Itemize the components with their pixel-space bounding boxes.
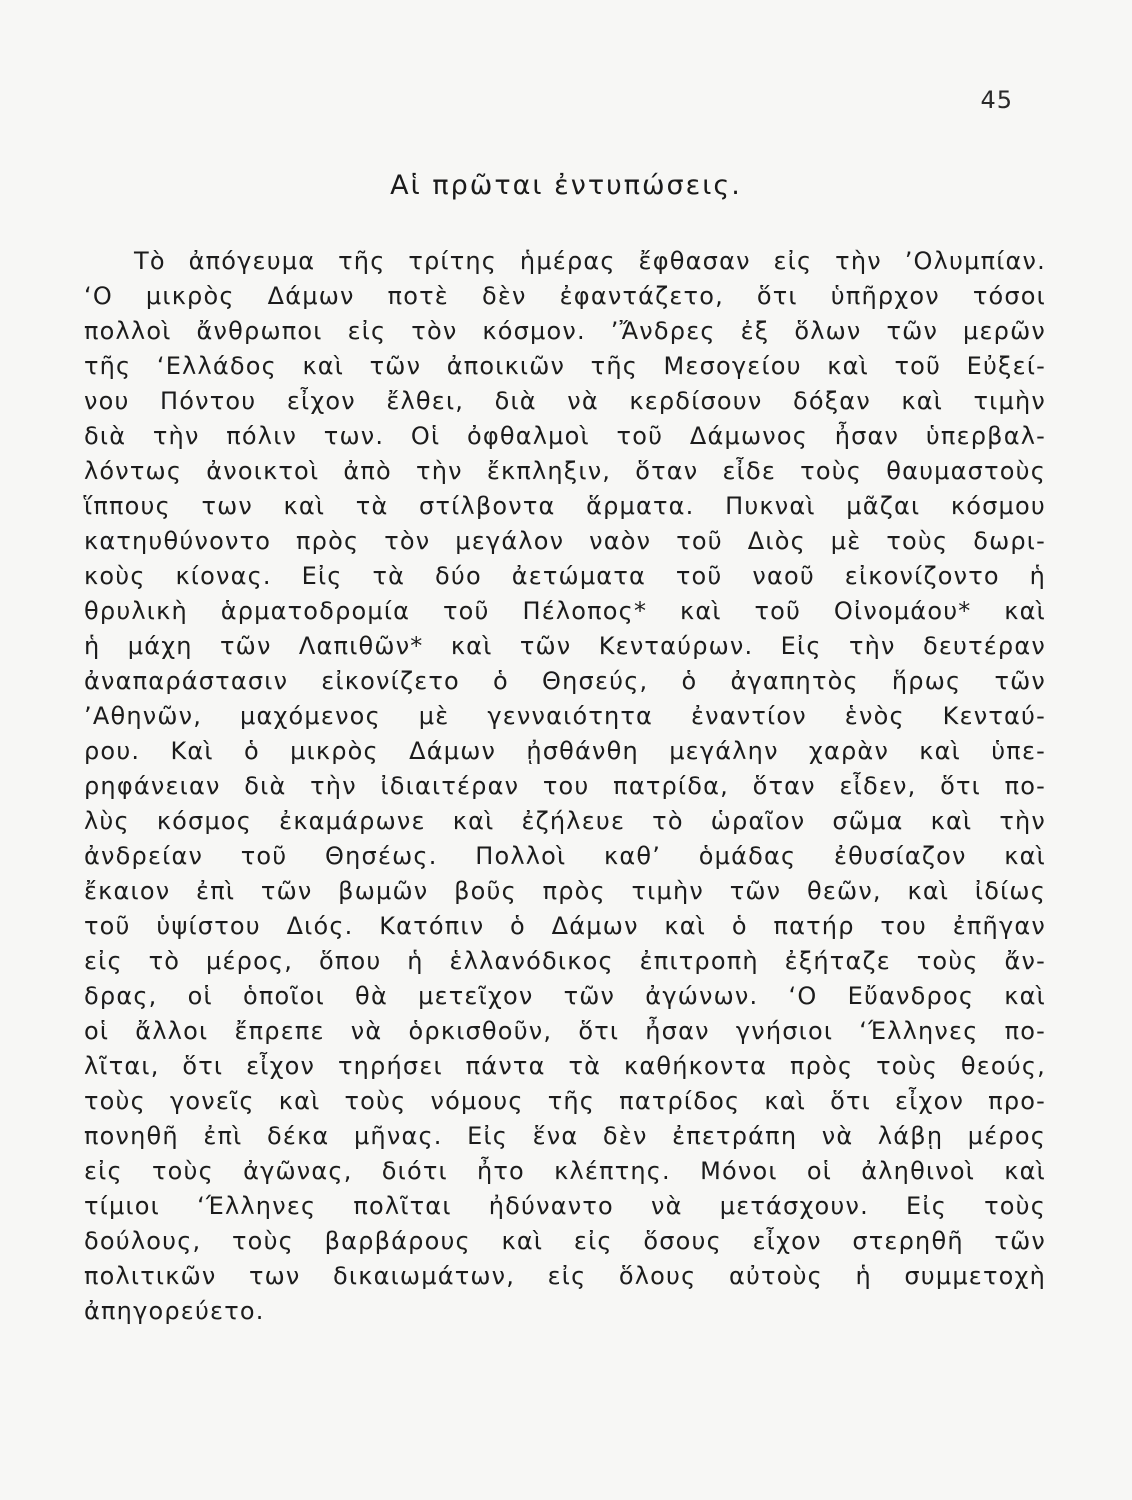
text-line: πονηθῆ ἐπὶ δέκα μῆνας. Εἰς ἕνα δὲν ἐπετράπη νὰ λάβῃ μέρος xyxy=(84,1122,1046,1150)
text-line: δρας, οἱ ὁποῖοι θὰ μετεῖχον τῶν ἀγώνων. ‘Ο Εὔανδρος καὶ xyxy=(84,982,1046,1010)
text-line: τίμιοι ‘Έλληνες πολῖται ἠδύναντο νὰ μετάσχουν. Εἰς τοὺς xyxy=(84,1192,1046,1220)
text-line: κοὺς κίονας. Εἰς τὰ δύο ἀετώματα τοῦ ναοῦ εἰκονίζοντο ἡ xyxy=(84,562,1046,590)
text-line: τῆς ‘Ελλάδος καὶ τῶν ἀποικιῶν τῆς Μεσογείου καὶ τοῦ Εὐξεί- xyxy=(84,352,1046,380)
text-line: εἰς τοὺς ἀγῶνας, διότι ἦτο κλέπτης. Μόνοι οἱ ἀληθινοὶ καὶ xyxy=(84,1157,1046,1185)
page-number: 45 xyxy=(980,86,1013,114)
text-line: ρηφάνειαν διὰ τὴν ἰδιαιτέραν του πατρίδα, ὅταν εἶδεν, ὅτι πο- xyxy=(84,772,1046,800)
text-line: ἀνδρείαν τοῦ Θησέως. Πολλοὶ καθ’ ὁμάδας ἐθυσίαζον καὶ xyxy=(84,842,1046,870)
text-line: τοὺς γονεῖς καὶ τοὺς νόμους τῆς πατρίδος καὶ ὅτι εἶχον προ- xyxy=(84,1087,1046,1115)
text-line: ἔκαιον ἐπὶ τῶν βωμῶν βοῦς πρὸς τιμὴν τῶν θεῶν, καὶ ἰδίως xyxy=(84,877,1046,905)
text-line: ’Αθηνῶν, μαχόμενος μὲ γενναιότητα ἐναντίον ἑνὸς Κενταύ- xyxy=(84,702,1046,730)
text-line: λόντως ἀνοικτοὶ ἀπὸ τὴν ἔκπληξιν, ὅταν εἶδε τοὺς θαυμαστοὺς xyxy=(84,457,1046,485)
text-line: ἀναπαράστασιν εἰκονίζετο ὁ Θησεύς, ὁ ἀγαπητὸς ἥρως τῶν xyxy=(84,667,1046,695)
text-line: οἱ ἄλλοι ἔπρεπε νὰ ὁρκισθοῦν, ὅτι ἦσαν γνήσιοι ‘Έλληνες πο- xyxy=(84,1017,1046,1045)
text-line: ‘Ο μικρὸς Δάμων ποτὲ δὲν ἐφαντάζετο, ὅτι ὑπῆρχον τόσοι xyxy=(84,282,1046,310)
text-line: διὰ τὴν πόλιν των. Οἱ ὀφθαλμοὶ τοῦ Δάμωνος ἦσαν ὑπερβαλ- xyxy=(84,422,1046,450)
text-line: λῖται, ὅτι εἶχον τηρήσει πάντα τὰ καθήκοντα πρὸς τοὺς θεούς, xyxy=(84,1052,1046,1080)
text-line: τοῦ ὑψίστου Διός. Κατόπιν ὁ Δάμων καὶ ὁ πατήρ του ἐπῆγαν xyxy=(84,912,1046,940)
text-line: ἀπηγορεύετο. xyxy=(84,1297,265,1325)
text-line: ρου. Καὶ ὁ μικρὸς Δάμων ᾐσθάνθη μεγάλην χαρὰν καὶ ὑπε- xyxy=(84,737,1046,765)
text-line: πολλοὶ ἄνθρωποι εἰς τὸν κόσμον. ’Ἄνδρες ἐξ ὅλων τῶν μερῶν xyxy=(84,317,1046,345)
text-line: Τὸ ἀπόγευμα τῆς τρίτης ἡμέρας ἔφθασαν εἰς τὴν ’Ολυμπίαν. xyxy=(134,247,1046,275)
text-line: πολιτικῶν των δικαιωμάτων, εἰς ὅλους αὐτοὺς ἡ συμμετοχὴ xyxy=(84,1262,1046,1290)
text-line: δούλους, τοὺς βαρβάρους καὶ εἰς ὅσους εἶχον στερηθῆ τῶν xyxy=(84,1227,1046,1255)
text-line: κατηυθύνοντο πρὸς τὸν μεγάλον ναὸν τοῦ Διὸς μὲ τοὺς δωρι- xyxy=(84,527,1046,555)
text-line: νου Πόντου εἶχον ἔλθει, διὰ νὰ κερδίσουν δόξαν καὶ τιμὴν xyxy=(84,387,1046,415)
text-line: ἵππους των καὶ τὰ στίλβοντα ἅρματα. Πυκναὶ μᾶζαι κόσμου xyxy=(84,492,1046,520)
text-line: θρυλικὴ ἁρματοδρομία τοῦ Πέλοπος* καὶ τοῦ Οἰνομάου* καὶ xyxy=(84,597,1046,625)
text-line: λὺς κόσμος ἐκαμάρωνε καὶ ἐζήλευε τὸ ὡραῖον σῶμα καὶ τὴν xyxy=(84,807,1046,835)
text-line: εἰς τὸ μέρος, ὅπου ἡ ἑλλανόδικος ἐπιτροπὴ ἐξήταζε τοὺς ἄν- xyxy=(84,947,1046,975)
text-line: ἡ μάχη τῶν Λαπιθῶν* καὶ τῶν Κενταύρων. Εἰς τὴν δευτέραν xyxy=(84,632,1046,660)
body-paragraph xyxy=(84,244,1046,1329)
chapter-title: Αἱ πρῶται ἐντυπώσεις. xyxy=(390,170,742,201)
